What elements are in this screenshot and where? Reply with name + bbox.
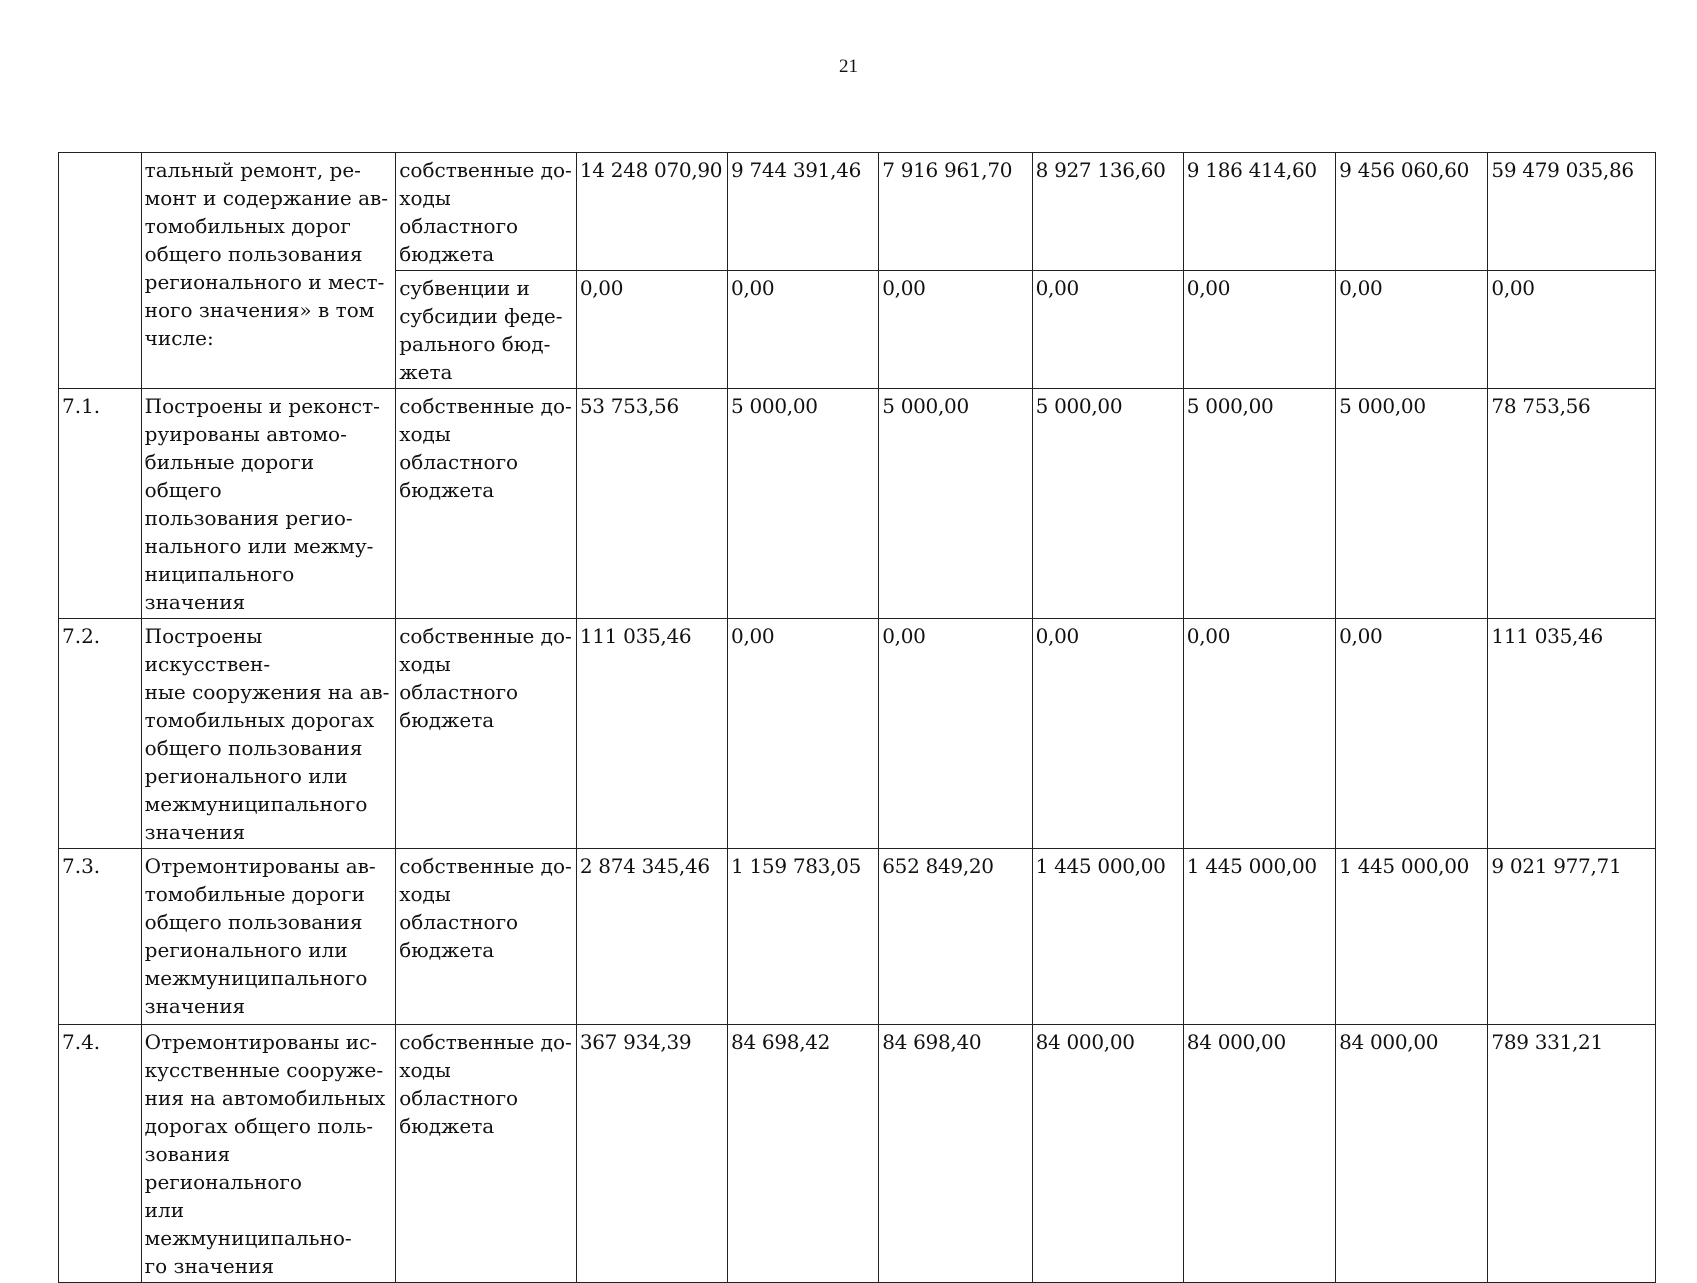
value-cell: 84 000,00 [1183, 1025, 1335, 1283]
value-cell: 111 035,46 [576, 619, 727, 849]
table-row [59, 619, 1656, 849]
value-cell: 1 445 000,00 [1336, 849, 1488, 1025]
funding-source: собственные до- ходы областного бюджета [396, 849, 577, 1025]
value-cell: 1 445 000,00 [1183, 849, 1335, 1025]
value-cell: 1 445 000,00 [1032, 849, 1183, 1025]
value-cell: 84 000,00 [1336, 1025, 1488, 1283]
value-cell: 53 753,56 [576, 389, 727, 619]
value-cell: 0,00 [1032, 619, 1183, 849]
value-cell: 9 186 414,60 [1183, 153, 1335, 271]
value-cell: 9 744 391,46 [728, 153, 879, 271]
funding-source: собственные до- ходы областного бюджета [396, 619, 577, 849]
value-cell: 0,00 [728, 619, 879, 849]
value-cell: 5 000,00 [879, 389, 1032, 619]
row-code: 7.3. [59, 849, 142, 1025]
funding-source: собственные до- ходы областного бюджета [396, 153, 577, 271]
table-row [59, 389, 1656, 619]
value-cell: 84 698,40 [879, 1025, 1032, 1283]
funding-source: собственные до- ходы областного бюджета [396, 389, 577, 619]
total-cell: 0,00 [1488, 271, 1656, 389]
row-description: Отремонтированы ав- томобильные дороги общего пользования регионального или межмуниципального значения [141, 849, 396, 1025]
value-cell: 5 000,00 [1183, 389, 1335, 619]
value-cell: 1 159 783,05 [728, 849, 879, 1025]
total-cell: 78 753,56 [1488, 389, 1656, 619]
total-cell: 789 331,21 [1488, 1025, 1656, 1283]
row-code: 7.1. [59, 389, 142, 619]
value-cell: 0,00 [1032, 271, 1183, 389]
row-code: 7.2. [59, 619, 142, 849]
value-cell: 2 874 345,46 [576, 849, 727, 1025]
value-cell: 0,00 [1336, 271, 1488, 389]
table-row [59, 849, 1656, 1025]
total-cell: 9 021 977,71 [1488, 849, 1656, 1025]
budget-table [58, 152, 1656, 1283]
value-cell: 0,00 [879, 619, 1032, 849]
value-cell: 0,00 [576, 271, 727, 389]
row-code [59, 153, 142, 389]
value-cell: 0,00 [1183, 271, 1335, 389]
row-code: 7.4. [59, 1025, 142, 1283]
value-cell: 5 000,00 [1336, 389, 1488, 619]
table-row [59, 1025, 1656, 1283]
funding-source: собственные до- ходы областного бюджета [396, 1025, 577, 1283]
row-description: Построены искусствен- ные сооружения на ав- томобильных дорогах общего пользования регионального или межмуниципального значения [141, 619, 396, 849]
value-cell: 652 849,20 [879, 849, 1032, 1025]
value-cell: 7 916 961,70 [879, 153, 1032, 271]
funding-source: субвенции и субсидии феде- рального бюд- жета [396, 271, 577, 389]
value-cell: 84 698,42 [728, 1025, 879, 1283]
row-description: Отремонтированы ис- кусственные сооруже- ния на автомобильных дорогах общего поль- зования регионального или межмуниципально- го значения [141, 1025, 396, 1283]
value-cell: 0,00 [879, 271, 1032, 389]
value-cell: 14 248 070,90 [576, 153, 727, 271]
table-row [59, 153, 1656, 271]
total-cell: 111 035,46 [1488, 619, 1656, 849]
row-description: Построены и реконст- руированы автомо- бильные дороги общего пользования регио- нального или межму- ниципального значения [141, 389, 396, 619]
value-cell: 0,00 [1183, 619, 1335, 849]
value-cell: 5 000,00 [1032, 389, 1183, 619]
value-cell: 367 934,39 [576, 1025, 727, 1283]
value-cell: 0,00 [1336, 619, 1488, 849]
value-cell: 5 000,00 [728, 389, 879, 619]
value-cell: 0,00 [728, 271, 879, 389]
page-number: 21 [839, 56, 858, 77]
row-description: тальный ремонт, ре- монт и содержание ав- томобильных дорог общего пользования регионального и мест- ного значения» в том числе: [141, 153, 396, 389]
value-cell: 9 456 060,60 [1336, 153, 1488, 271]
total-cell: 59 479 035,86 [1488, 153, 1656, 271]
value-cell: 84 000,00 [1032, 1025, 1183, 1283]
value-cell: 8 927 136,60 [1032, 153, 1183, 271]
